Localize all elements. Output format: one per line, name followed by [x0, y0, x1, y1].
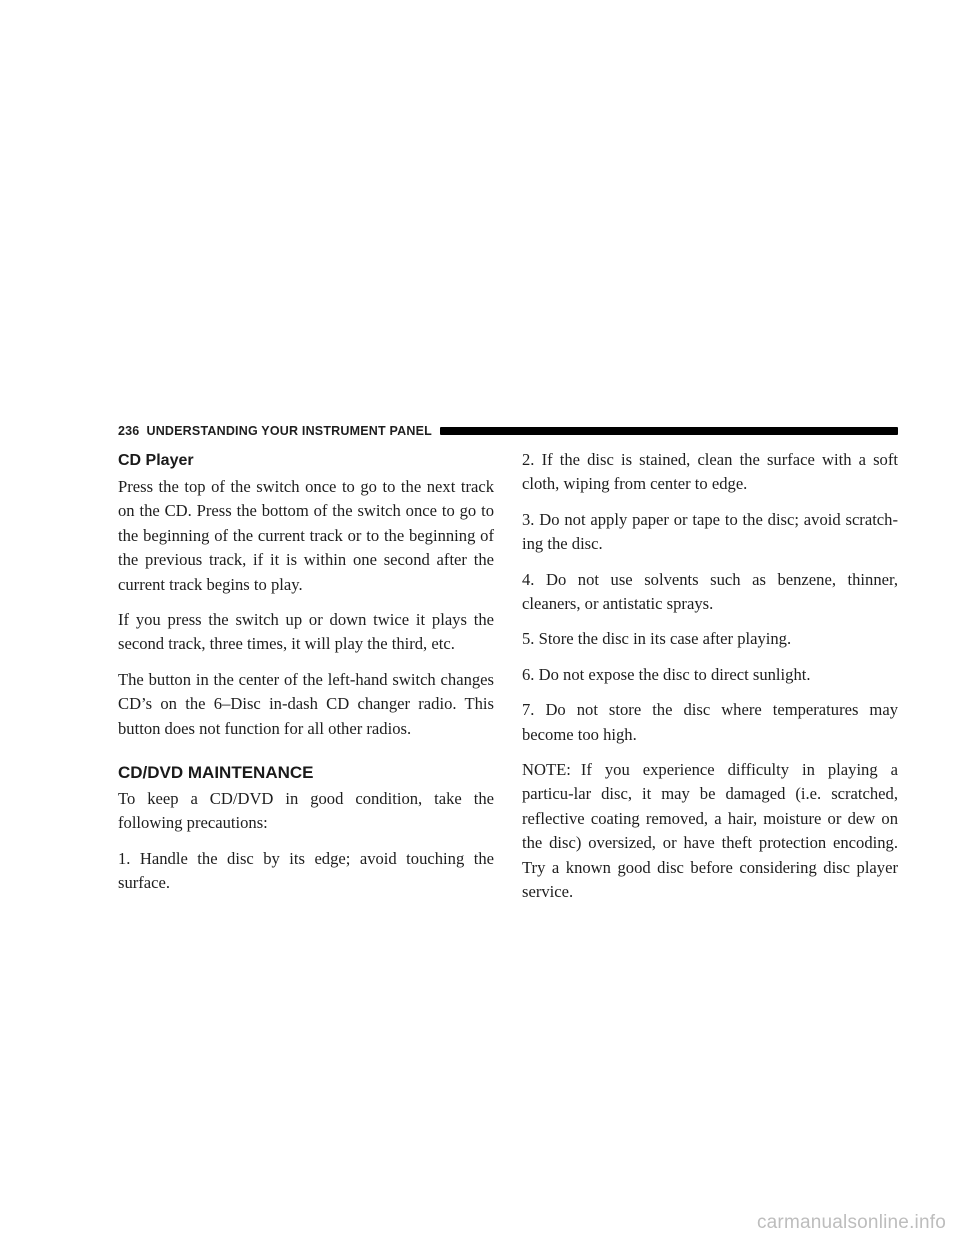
note-label: NOTE: [522, 760, 571, 780]
maintenance-step-6: 6. Do not expose the disc to direct sunlight. [522, 664, 811, 684]
cd-player-heading: CD Player [118, 452, 194, 469]
cd-player-paragraph-2: If you press the switch up or down twice it plays the second track, three times, it will play the third, etc. [118, 610, 494, 654]
maintenance-step-4: 4. Do not use solvents such as benzene, thinner, cleaners, or antistatic sprays. [522, 569, 898, 614]
maintenance-step-1: 1. Handle the disc by its edge; avoid touching the surface. [118, 848, 494, 893]
page-number: 236 [118, 424, 140, 438]
maintenance-heading: CD/DVD MAINTENANCE [118, 763, 314, 783]
cd-player-paragraph-1: Press the top of the switch once to go to the next track on the CD. Press the bottom of the switch once to go to the beginning of the current track or to the beginning of the previous track, if it is within one second after the current track begins to play. [118, 477, 494, 594]
right-column [522, 448, 898, 916]
maintenance-step-3: 3. Do not apply paper or tape to the disc; avoid scratch-ing the disc. [522, 509, 898, 554]
header-rule [440, 427, 898, 435]
note-text: If you experience difficulty in playing a particu-lar disc, it may be damaged (i.e. scratched, reflective coating removed, a hair, moisture or dew on the disc) oversized, or have theft protection encoding. Try a known good disc before considering disc player service. [522, 760, 898, 902]
note-paragraph [522, 758, 898, 904]
maintenance-step-5: 5. Store the disc in its case after playing. [522, 629, 792, 649]
maintenance-step-7: 7. Do not store the disc where temperatures may become too high. [522, 700, 898, 744]
left-column [118, 448, 494, 907]
maintenance-step-2: 2. If the disc is stained, clean the surface with a soft cloth, wiping from center to edge. [522, 450, 898, 494]
page-header [118, 424, 898, 438]
maintenance-intro: To keep a CD/DVD in good condition, take the following precautions: [118, 789, 494, 833]
watermark: carmanualsonline.info [756, 1212, 946, 1233]
cd-player-paragraph-3: The button in the center of the left-hand switch changes CD’s on the 6–Disc in-dash CD changer radio. This button does not function for all other radios. [118, 669, 494, 738]
chapter-title: UNDERSTANDING YOUR INSTRUMENT PANEL [146, 424, 432, 438]
